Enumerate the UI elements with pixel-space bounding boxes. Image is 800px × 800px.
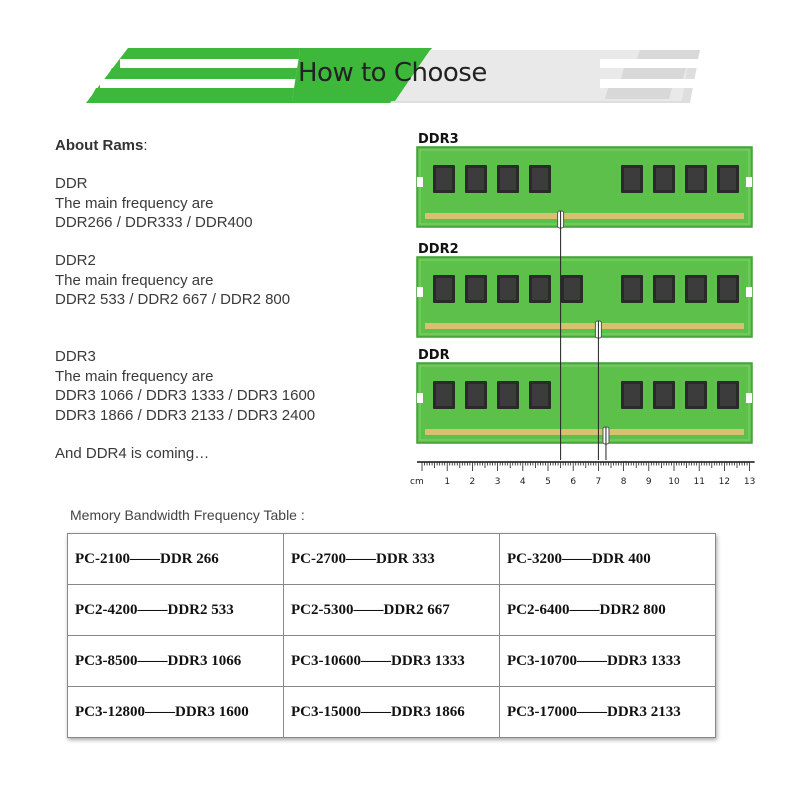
ruler-tick-label: 9 — [645, 477, 652, 487]
side-notch — [746, 287, 752, 297]
table-row — [68, 585, 716, 636]
ruler-tick-label: 11 — [693, 477, 705, 487]
ruler — [410, 462, 755, 487]
table-caption: Memory Bandwidth Frequency Table : — [70, 507, 305, 523]
ruler-tick-label: 6 — [570, 477, 577, 487]
gold-contacts — [425, 213, 744, 219]
ruler-tick-label: 8 — [620, 477, 627, 487]
ddr3-name: DDR3 — [55, 348, 96, 365]
ram-module-ddr2 — [417, 242, 752, 338]
ram-module-ddr — [417, 348, 752, 444]
about-heading-label: About Rams — [55, 137, 144, 154]
table-row — [68, 636, 716, 687]
ruler-tick-label: 4 — [519, 477, 526, 487]
ddr2-intro: The main frequency are — [55, 271, 214, 289]
left-stripes — [90, 48, 300, 99]
ddr4-note: And DDR4 is coming… — [55, 445, 210, 462]
module-label: DDR3 — [418, 132, 459, 147]
ddr-intro: The main frequency are — [55, 194, 214, 212]
module-label: DDR2 — [418, 242, 459, 257]
bandwidth-frequency-table — [67, 533, 716, 738]
table-cell: PC2-6400——DDR2 800 — [500, 585, 716, 636]
ruler-unit: cm — [410, 477, 424, 487]
ruler-tick-label: 1 — [444, 477, 451, 487]
ddr3-intro: The main frequency are — [55, 367, 214, 385]
table-cell: PC-3200——DDR 400 — [500, 534, 716, 585]
ddr-frequencies: DDR266 / DDR333 / DDR400 — [55, 214, 253, 231]
table-row — [68, 534, 716, 585]
ruler-tick-label: 3 — [494, 477, 501, 487]
side-notch — [746, 177, 752, 187]
ruler-tick-label: 2 — [469, 477, 476, 487]
ddr2-info — [55, 251, 290, 310]
ddr3-frequencies-2: DDR3 1866 / DDR3 2133 / DDR3 2400 — [55, 406, 316, 424]
table-row — [68, 687, 716, 738]
side-notch — [417, 287, 423, 297]
ddr2-frequencies: DDR2 533 / DDR2 667 / DDR2 800 — [55, 291, 291, 308]
ruler-tick-label: 10 — [668, 477, 680, 487]
table-cell: PC-2100——DDR 266 — [68, 534, 284, 585]
ruler-tick-label: 12 — [718, 477, 731, 487]
ddr-name: DDR — [55, 175, 88, 192]
ram-comparison-diagram — [410, 125, 780, 495]
table-cell: PC3-15000——DDR3 1866 — [284, 687, 500, 738]
gold-contacts — [425, 323, 744, 329]
table-cell: PC-2700——DDR 333 — [284, 534, 500, 585]
module-label: DDR — [418, 348, 450, 363]
side-notch — [417, 177, 423, 187]
table-cell: PC3-10700——DDR3 1333 — [500, 636, 716, 687]
page-title: How to Choose — [298, 58, 487, 88]
ruler-tick-label: 13 — [743, 477, 756, 487]
table-cell: PC3-12800——DDR3 1600 — [68, 687, 284, 738]
ruler-tick-label: 5 — [545, 477, 551, 487]
side-notch — [417, 393, 423, 403]
ram-module-ddr3 — [417, 132, 752, 228]
ddr2-name: DDR2 — [55, 252, 96, 269]
table-cell: PC2-4200——DDR2 533 — [68, 585, 284, 636]
gold-contacts — [425, 429, 744, 435]
table-cell: PC3-17000——DDR3 2133 — [500, 687, 716, 738]
about-heading — [55, 137, 148, 154]
ruler-tick-label: 7 — [595, 477, 602, 487]
ddr-info — [55, 174, 253, 233]
ddr3-frequencies-1: DDR3 1066 / DDR3 1333 / DDR3 1600 — [55, 387, 316, 404]
table-cell: PC2-5300——DDR2 667 — [284, 585, 500, 636]
side-notch — [746, 393, 752, 403]
table-cell: PC3-8500——DDR3 1066 — [68, 636, 284, 687]
about-heading-colon: : — [143, 137, 148, 154]
ddr3-info — [55, 347, 315, 425]
table-cell: PC3-10600——DDR3 1333 — [284, 636, 500, 687]
